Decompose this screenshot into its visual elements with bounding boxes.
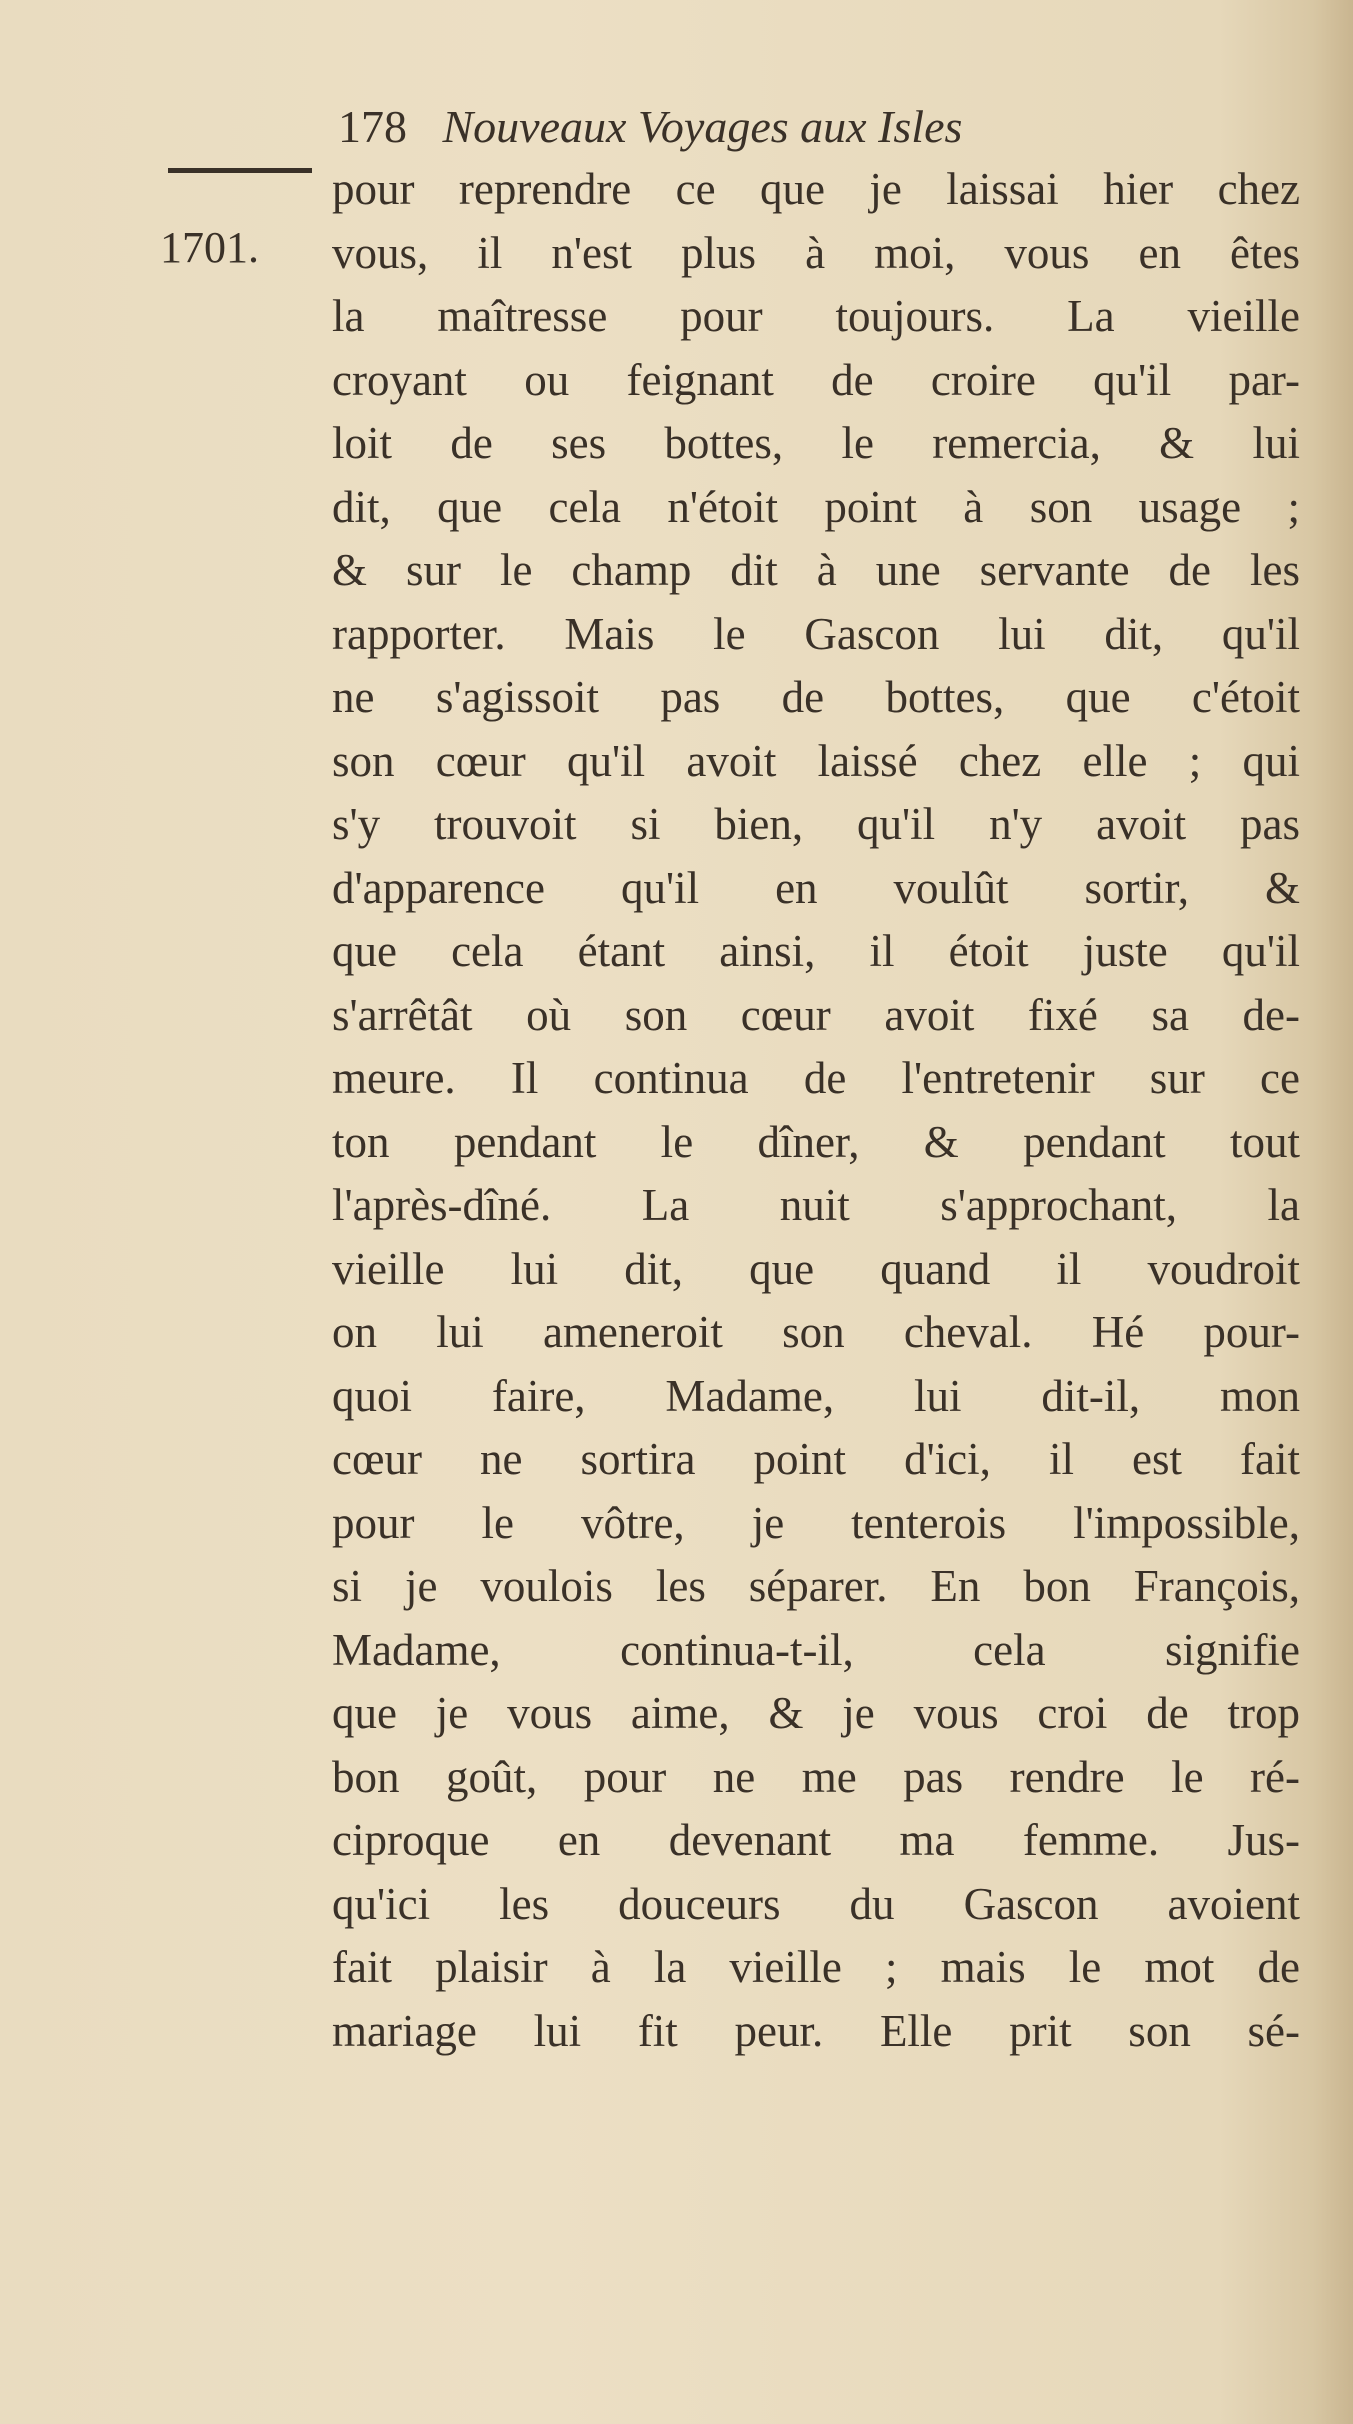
text-line: qu'ici les douceurs du Gascon avoient (332, 1878, 1300, 1929)
text-line: vieille lui dit, que quand il voudroit (332, 1243, 1300, 1294)
text-line: mariage lui fit peur. Elle prit son sé- (332, 2005, 1300, 2056)
text-line: l'après-dîné. La nuit s'approchant, la (332, 1180, 1300, 1230)
text-line: ciproque en devenant ma femme. Jus- (332, 1815, 1300, 1865)
text-line: & sur le champ dit à une servante de les (332, 545, 1300, 595)
text-line: rapporter. Mais le Gascon lui dit, qu'il (332, 608, 1300, 659)
page-number: 178 (338, 101, 407, 152)
text-line: vous, il n'est plus à moi, vous en êtes (332, 227, 1300, 278)
text-line: on lui ameneroit son cheval. Hé pour- (332, 1307, 1300, 1357)
margin-year: 1701. (160, 223, 259, 272)
text-line: cœur ne sortira point d'ici, il est fait (332, 1434, 1300, 1484)
running-title: Nouveaux Voyages aux Isles (442, 101, 963, 152)
text-line: d'apparence qu'il en voulût sortir, & (332, 862, 1300, 913)
running-header (338, 100, 962, 153)
text-line: fait plaisir à la vieille ; mais le mot de (332, 1942, 1300, 1992)
text-line: dit, que cela n'étoit point à son usage ; (332, 481, 1300, 532)
margin-rule (168, 168, 312, 173)
text-line: ne s'agissoit pas de bottes, que c'étoit (332, 672, 1300, 722)
text-line: que cela étant ainsi, il étoit juste qu'il (332, 926, 1300, 976)
text-line: loit de ses bottes, le remercia, & lui (332, 418, 1300, 468)
text-line: Madame, continua-t-il, cela signifie (332, 1624, 1300, 1675)
text-line: meure. Il continua de l'entretenir sur ce (332, 1053, 1300, 1103)
body-text (332, 158, 1300, 2063)
text-line: que je vous aime, & je vous croi de trop (332, 1688, 1300, 1738)
text-line: bon goût, pour ne me pas rendre le ré- (332, 1751, 1300, 1802)
text-line: ton pendant le dîner, & pendant tout (332, 1116, 1300, 1167)
text-line: s'y trouvoit si bien, qu'il n'y avoit pas (332, 799, 1300, 849)
text-line: son cœur qu'il avoit laissé chez elle ; qui (332, 735, 1300, 786)
text-line: s'arrêtât où son cœur avoit fixé sa de- (332, 989, 1300, 1040)
text-line: pour reprendre ce que je laissai hier chez (332, 164, 1300, 214)
text-line: si je voulois les séparer. En bon François, (332, 1561, 1300, 1611)
text-line: croyant ou feignant de croire qu'il par- (332, 354, 1300, 405)
text-line: la maîtresse pour toujours. La vieille (332, 291, 1300, 341)
text-line: pour le vôtre, je tenterois l'impossible, (332, 1497, 1300, 1548)
text-line: quoi faire, Madame, lui dit-il, mon (332, 1370, 1300, 1421)
